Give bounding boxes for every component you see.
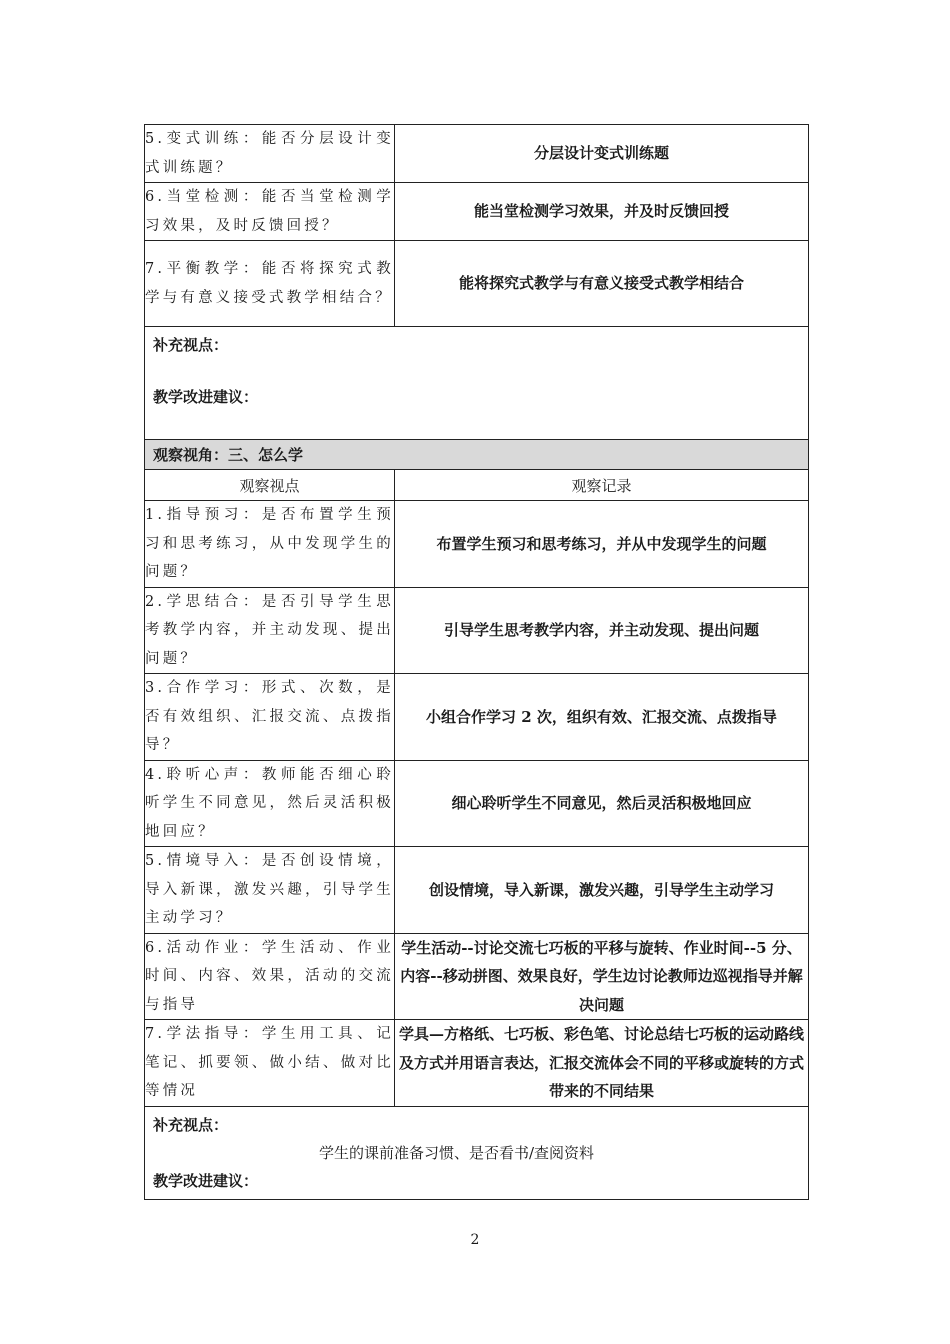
improve-label: 教学改进建议： <box>153 1171 259 1190</box>
viewpoint-cell: 6.当堂检测：能否当堂检测学习效果，及时反馈回授？ <box>145 183 395 241</box>
record-cell: 能当堂检测学习效果，并及时反馈回授 <box>395 183 809 241</box>
table-row <box>145 183 809 241</box>
record-cell: 学具—方格纸、七巧板、彩色笔、讨论总结七巧板的运动路线及方式并用语言表达，汇报交流体会不同的平移或旋转的方式带来的不同结果 <box>395 1020 809 1107</box>
supplement-label: 补充视点： <box>153 336 229 354</box>
record-cell: 布置学生预习和思考练习，并从中发现学生的问题 <box>395 501 809 588</box>
supplement-row <box>145 327 809 440</box>
supplement-cell <box>145 1106 809 1199</box>
improve-label: 教学改进建议： <box>153 388 259 406</box>
section-header-row <box>145 440 809 470</box>
column-header-viewpoint: 观察视点 <box>145 470 395 501</box>
table-row <box>145 241 809 327</box>
table-row <box>145 760 809 847</box>
supplement-note: 学生的课前准备习惯、是否看书/查阅资料 <box>318 1143 595 1162</box>
supplement-cell <box>145 327 809 440</box>
table-row <box>145 1020 809 1107</box>
viewpoint-cell: 3.合作学习：形式、次数，是否有效组织、汇报交流、点拨指导？ <box>145 674 395 761</box>
viewpoint-cell: 5.变式训练：能否分层设计变式训练题？ <box>145 125 395 183</box>
table-row <box>145 674 809 761</box>
viewpoint-cell: 6.活动作业：学生活动、作业时间、内容、效果，活动的交流与指导 <box>145 933 395 1020</box>
observation-table <box>144 124 809 1200</box>
record-cell: 细心聆听学生不同意见，然后灵活积极地回应 <box>395 760 809 847</box>
record-cell: 小组合作学习 2 次，组织有效、汇报交流、点拨指导 <box>395 674 809 761</box>
page-number: 2 <box>470 1232 480 1248</box>
table-row <box>145 501 809 588</box>
section-title: 观察视角：三、怎么学 <box>145 440 809 470</box>
supplement-label: 补充视点： <box>153 1115 229 1134</box>
viewpoint-cell: 7.平衡教学：能否将探究式教学与有意义接受式教学相结合？ <box>145 241 395 327</box>
viewpoint-cell: 2.学思结合：是否引导学生思考教学内容，并主动发现、提出问题？ <box>145 587 395 674</box>
supplement-row <box>145 1106 809 1199</box>
column-header-record: 观察记录 <box>395 470 809 501</box>
viewpoint-cell: 4.聆听心声：教师能否细心聆听学生不同意见，然后灵活积极地回应？ <box>145 760 395 847</box>
record-cell: 能将探究式教学与有意义接受式教学相结合 <box>395 241 809 327</box>
table-row <box>145 587 809 674</box>
record-cell: 学生活动--讨论交流七巧板的平移与旋转、作业时间--5 分、内容--移动拼图、效果良好，学生边讨论教师边巡视指导并解决问题 <box>395 933 809 1020</box>
viewpoint-cell: 5.情境导入：是否创设情境，导入新课，激发兴趣，引导学生主动学习？ <box>145 847 395 934</box>
column-header-row <box>145 470 809 501</box>
table-row <box>145 125 809 183</box>
viewpoint-cell: 1.指导预习：是否布置学生预习和思考练习，从中发现学生的问题？ <box>145 501 395 588</box>
record-cell: 创设情境，导入新课，激发兴趣，引导学生主动学习 <box>395 847 809 934</box>
viewpoint-cell: 7.学法指导：学生用工具、记笔记、抓要领、做小结、做对比等情况 <box>145 1020 395 1107</box>
table-row <box>145 847 809 934</box>
table-row <box>145 933 809 1020</box>
record-cell: 分层设计变式训练题 <box>395 125 809 183</box>
record-cell: 引导学生思考教学内容，并主动发现、提出问题 <box>395 587 809 674</box>
